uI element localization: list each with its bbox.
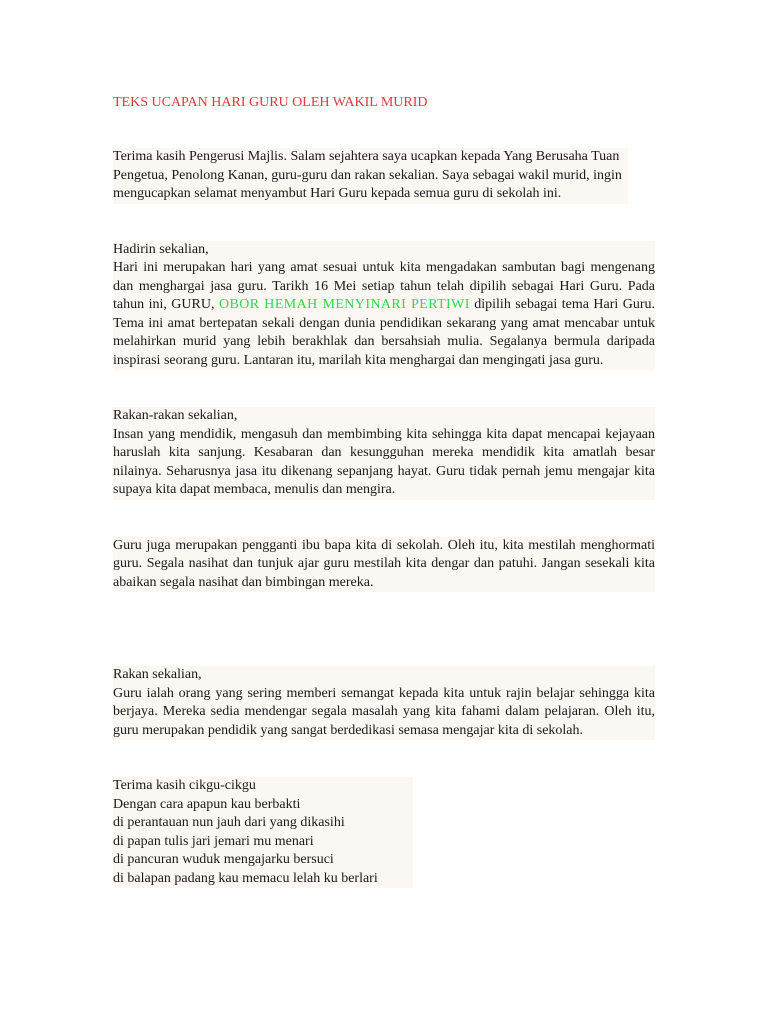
poem	[113, 777, 413, 888]
paragraph-rakan-rakan-text: Insan yang mendidik, mengasuh dan membimbing kita sehingga kita dapat mencapai kejayaan haruslah kita sanjung. Kesabaran dan kesungguhan mereka mendidik kita amatlah besar nilainya. Seharusnya jasa itu dikenang sepanjang hayat. Guru tidak pernah jemu mengajar kita supaya kita dapat membaca, menulis dan mengira.	[113, 426, 655, 497]
poem-line: di perantauan nun jauh dari yang dikasihi	[113, 815, 345, 830]
document-content	[113, 94, 655, 888]
paragraph-hadirin-text-1: Hari ini merupakan hari yang amat sesuai untuk kita mengadakan sambutan bagi mengenang dan menghargai jasa guru. Tarikh 16 Mei setiap tahun telah dipilih sebagai Hari Guru. Pada tahun ini, GURU,	[113, 260, 655, 312]
document-title: TEKS UCAPAN HARI GURU OLEH WAKIL MURID	[113, 95, 428, 110]
intro-paragraph: Terima kasih Pengerusi Majlis. Salam sejahtera saya ucapkan kepada Yang Berusaha Tuan Pengetua, Penolong Kanan, guru-guru dan rakan sekalian. Saya sebagai wakil murid, ingin mengucapkan selamat menyambut Hari Guru kepada semua guru di sekolah ini.	[113, 148, 628, 204]
poem-line: di balapan padang kau memacu lelah ku berlari	[113, 870, 378, 886]
greeting-rakan-rakan: Rakan-rakan sekalian,	[113, 408, 238, 423]
poem-line: Dengan cara apapun kau berbakti	[113, 796, 301, 812]
theme-highlight: OBOR HEMAH MENYINARI PERTIWI	[218, 297, 470, 312]
paragraph-rakan	[113, 666, 655, 740]
greeting-hadirin: Hadirin sekalian,	[113, 241, 209, 257]
paragraph-rakan-text: Guru ialah orang yang sering memberi semangat kepada kita untuk rajin belajar sehingga kita berjaya. Mereka sedia mendengar segala masalah yang kita fahami dalam pelajaran. Oleh itu, guru merupakan pendidik yang sangat berdedikasi semasa mengajar kita di sekolah.	[113, 685, 655, 738]
greeting-rakan: Rakan sekalian,	[113, 667, 202, 682]
paragraph-hadirin-text-2: dipilih sebagai tema Hari Guru. Tema ini amat bertepatan sekali dengan dunia pendidikan sekarang yang amat mencabar untuk melahirkan murid yang lebih berakhlak dan bersahsiah mulia. Segalanya bermula daripada inspirasi seorang guru. Lantaran itu, marilah kita menghargai dan mengingati jasa guru.	[113, 297, 656, 368]
paragraph-guru-pengganti: Guru juga merupakan pengganti ibu bapa kita di sekolah. Oleh itu, kita mestilah menghormati guru. Segala nasihat dan tunjuk ajar guru mestilah kita dengar dan patuhi. Jangan sesekali kita abaikan segala nasihat dan bimbingan mereka.	[113, 537, 655, 593]
poem-line: di pancuran wuduk mengajarku bersuci	[113, 852, 334, 867]
poem-line: Terima kasih cikgu-cikgu	[113, 778, 256, 793]
paragraph-hadirin	[113, 241, 655, 371]
poem-line: di papan tulis jari jemari mu menari	[113, 833, 314, 849]
paragraph-rakan-rakan	[113, 407, 655, 500]
